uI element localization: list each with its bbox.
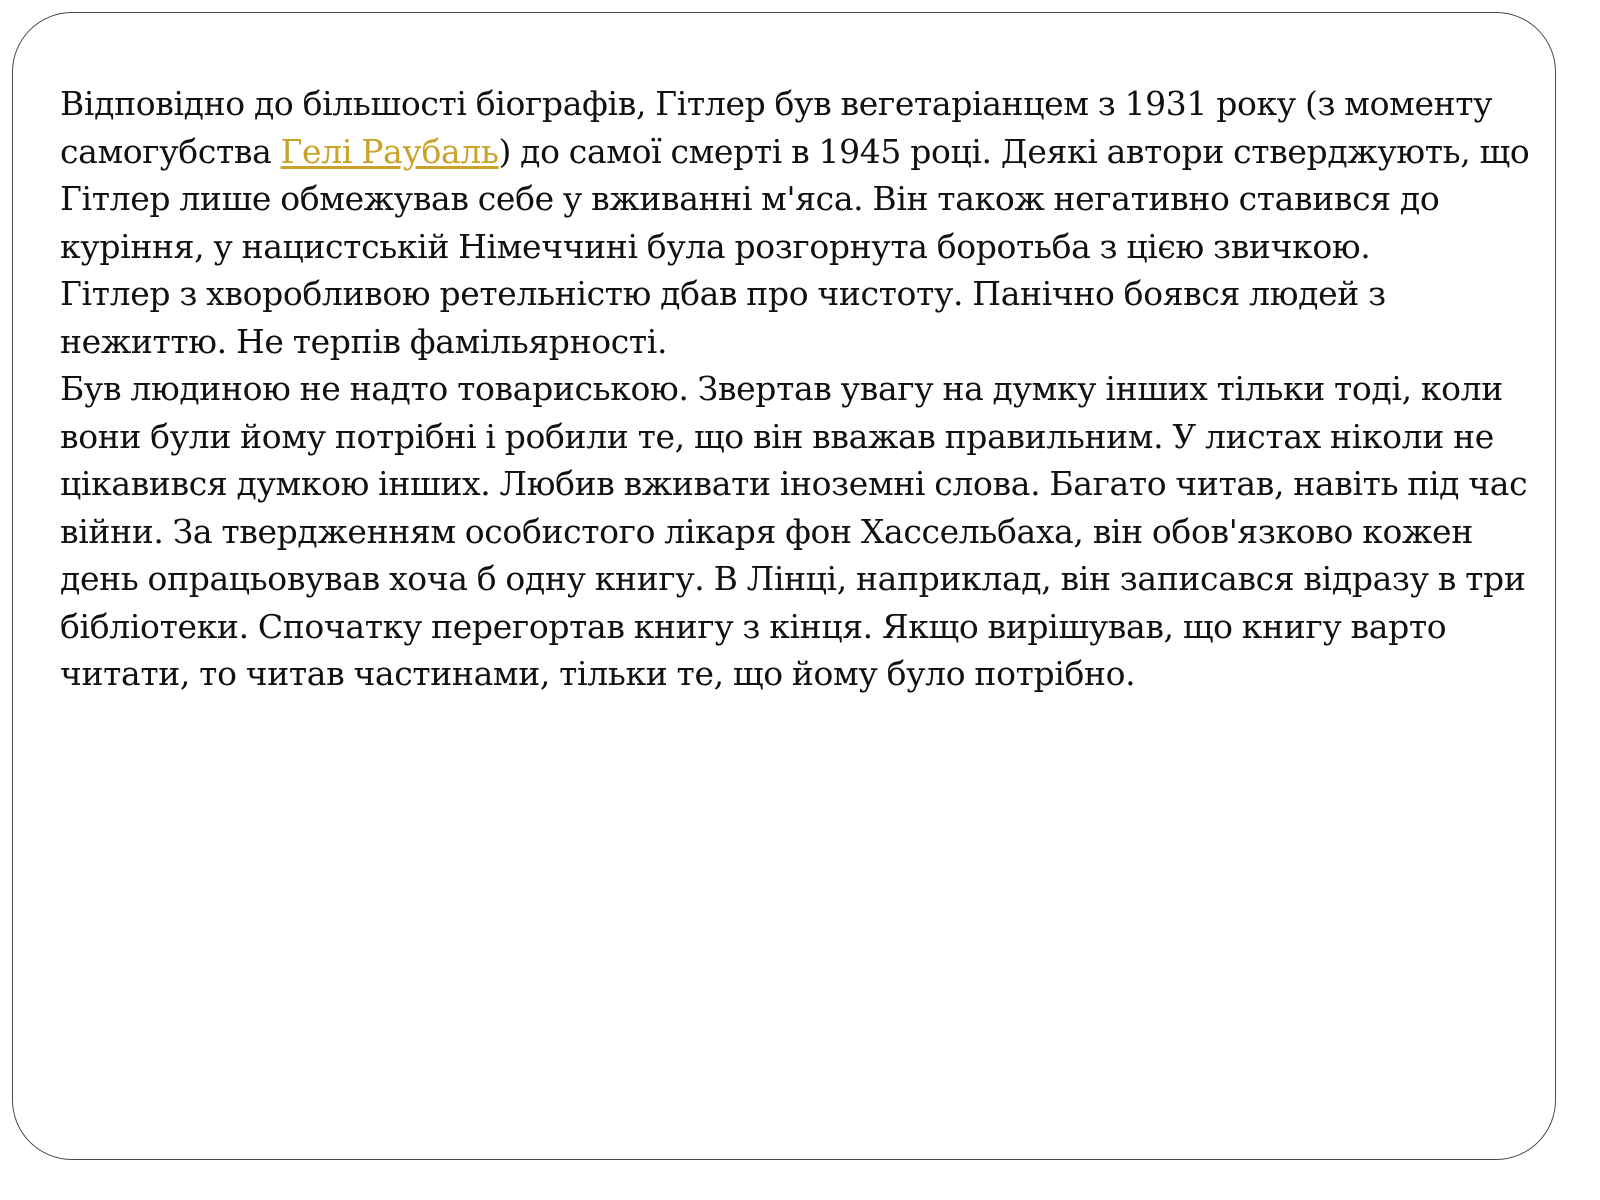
slide-body-text [60,80,1540,698]
paragraph-diet-text-before-link: Відповідно до більшості біографів, Гітлер був вегетаріанцем з 1931 року (з моменту самогубства [60,84,1493,171]
geli-raubal-link[interactable]: Гелі Раубаль [280,131,499,171]
paragraph-cleanliness: Гітлер з хворобливою ретельністю дбав про чистоту. Панічно боявся людей з нежиттю. Не терпів фамільярності. [60,274,1386,361]
paragraph-character-reading: Був людиною не надто товариською. Звертав увагу на думку інших тільки тоді, коли вони були йому потрібні і робили те, що він вважав правильним. У листах ніколи не цікавився думкою інших. Любив вживати іноземні слова. Багато читав, навіть під час війни. За твердженням особистого лікаря фон Хассельбаха, він обов'язково кожен день опрацьовував хоча б одну книгу. В Лінці, наприклад, він записався відразу в три бібліотеки. Спочатку перегортав книгу з кінця. Якщо вирішував, що книгу варто читати, то читав частинами, тільки те, що йому було потрібно. [60,369,1528,693]
paragraph-diet [60,80,1540,270]
paragraph-diet-text-after-link: ) до самої смерті в 1945 році. Деякі автори стверджують, що Гітлер лише обмежував себе у вживанні м'яса. Він також негативно ставився до куріння, у нацистській Німеччині була розгорнута боротьба з цією звичкою. [60,131,1530,266]
